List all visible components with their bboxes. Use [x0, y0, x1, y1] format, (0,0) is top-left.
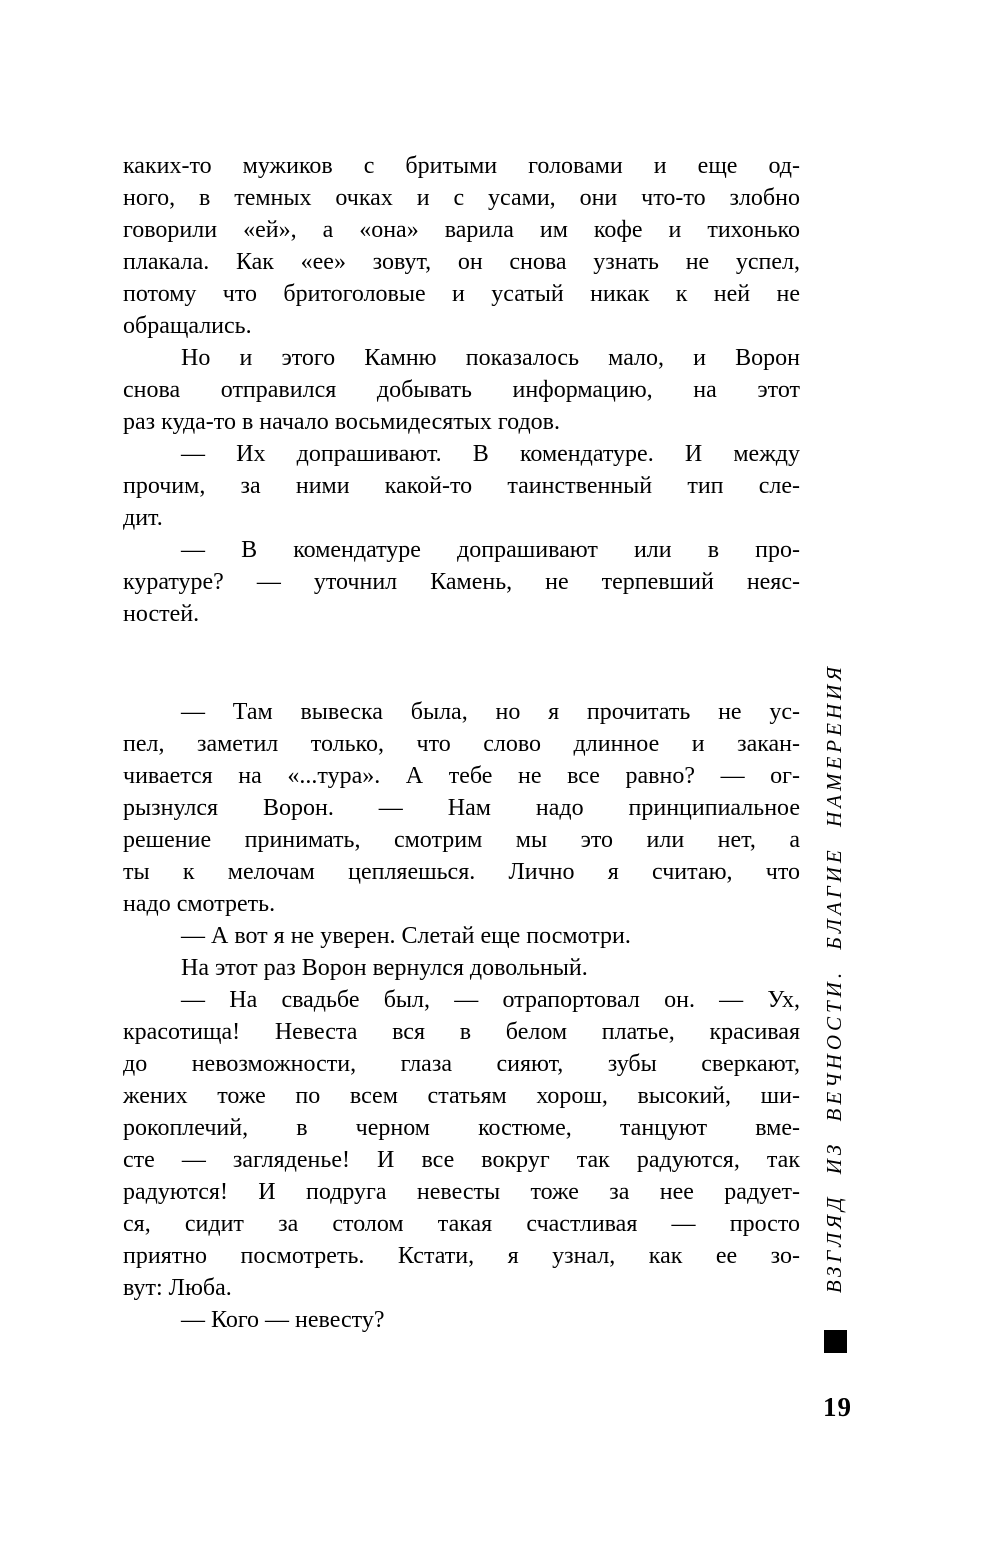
text-line: раз куда-то в начало восьмидесятых годов. [123, 409, 561, 435]
text-line: чивается на «...тура». А тебе не все равно? — ог- [123, 763, 800, 789]
page-number: 19 [823, 1392, 852, 1422]
text-line: снова отправился добывать информацию, на этот [123, 377, 800, 403]
text-line: ты к мелочам цепляешься. Лично я считаю, что [123, 859, 800, 885]
text-line: — А вот я не уверен. Слетай еще посмотри. [181, 923, 631, 949]
text-line: прочим, за ними какой-то таинственный тип сле- [123, 473, 800, 499]
text-line: рызнулся Ворон. — Нам надо принципиальное [123, 795, 800, 821]
text-line: пел, заметил только, что слово длинное и закан- [123, 731, 800, 757]
text-line: — Там вывеска была, но я прочитать не ус- [181, 699, 800, 725]
sidebar-running-title: ВЗГЛЯД ИЗ ВЕЧНОСТИ. БЛАГИЕ НАМЕРЕНИЯ [822, 662, 846, 1294]
text-line: сте — загляденье! И все вокруг так радуются, так [123, 1147, 800, 1173]
paragraph [123, 696, 800, 920]
text-line: решение принимать, смотрим мы это или нет, а [123, 827, 800, 853]
text-line: каких-то мужиков с бритыми головами и еще од- [123, 153, 800, 179]
text-line: говорили «ей», а «она» варила им кофе и тихонько [123, 217, 800, 243]
text-line: — На свадьбе был, — отрапортовал он. — Ух, [181, 987, 800, 1013]
text-block [123, 150, 800, 1336]
text-line: до невозможности, глаза сияют, зубы сверкают, [123, 1051, 800, 1077]
section-marker-square [824, 1330, 847, 1353]
text-line: жених тоже по всем статьям хорош, высокий, ши- [123, 1083, 800, 1109]
text-line: ностей. [123, 601, 200, 627]
text-line: плакала. Как «ее» зовут, он снова узнать не успел, [123, 249, 800, 275]
text-line: На этот раз Ворон вернулся довольный. [181, 955, 588, 981]
paragraph [123, 920, 800, 952]
text-line: — В комендатуре допрашивают или в про- [181, 537, 800, 563]
paragraph [123, 150, 800, 342]
text-line: ного, в темных очках и с усами, они что-то злобно [123, 185, 800, 211]
paragraph [123, 984, 800, 1304]
text-line: — Их допрашивают. В комендатуре. И между [181, 441, 800, 467]
paragraph [123, 534, 800, 630]
text-line: обращались. [123, 313, 252, 339]
text-line: красотища! Невеста вся в белом платье, красивая [123, 1019, 800, 1045]
text-line: радуются! И подруга невесты тоже за нее радует- [123, 1179, 800, 1205]
text-line: рокоплечий, в черном костюме, танцуют вме- [123, 1115, 800, 1141]
text-line: Но и этого Камню показалось мало, и Ворон [181, 345, 800, 371]
text-line: куратуре? — уточнил Камень, не терпевший неяс- [123, 569, 800, 595]
text-line: потому что бритоголовые и усатый никак к ней не [123, 281, 800, 307]
text-line: дит. [123, 505, 163, 531]
text-line: ся, сидит за столом такая счастливая — просто [123, 1211, 800, 1237]
text-line: — Кого — невесту? [181, 1307, 385, 1333]
text-line: приятно посмотреть. Кстати, я узнал, как ее зо- [123, 1243, 800, 1269]
paragraph [123, 438, 800, 534]
text-line: вут: Люба. [123, 1275, 232, 1301]
text-line: надо смотреть. [123, 891, 276, 917]
paragraph [123, 1304, 800, 1336]
paragraph [123, 952, 800, 984]
paragraph [123, 342, 800, 438]
